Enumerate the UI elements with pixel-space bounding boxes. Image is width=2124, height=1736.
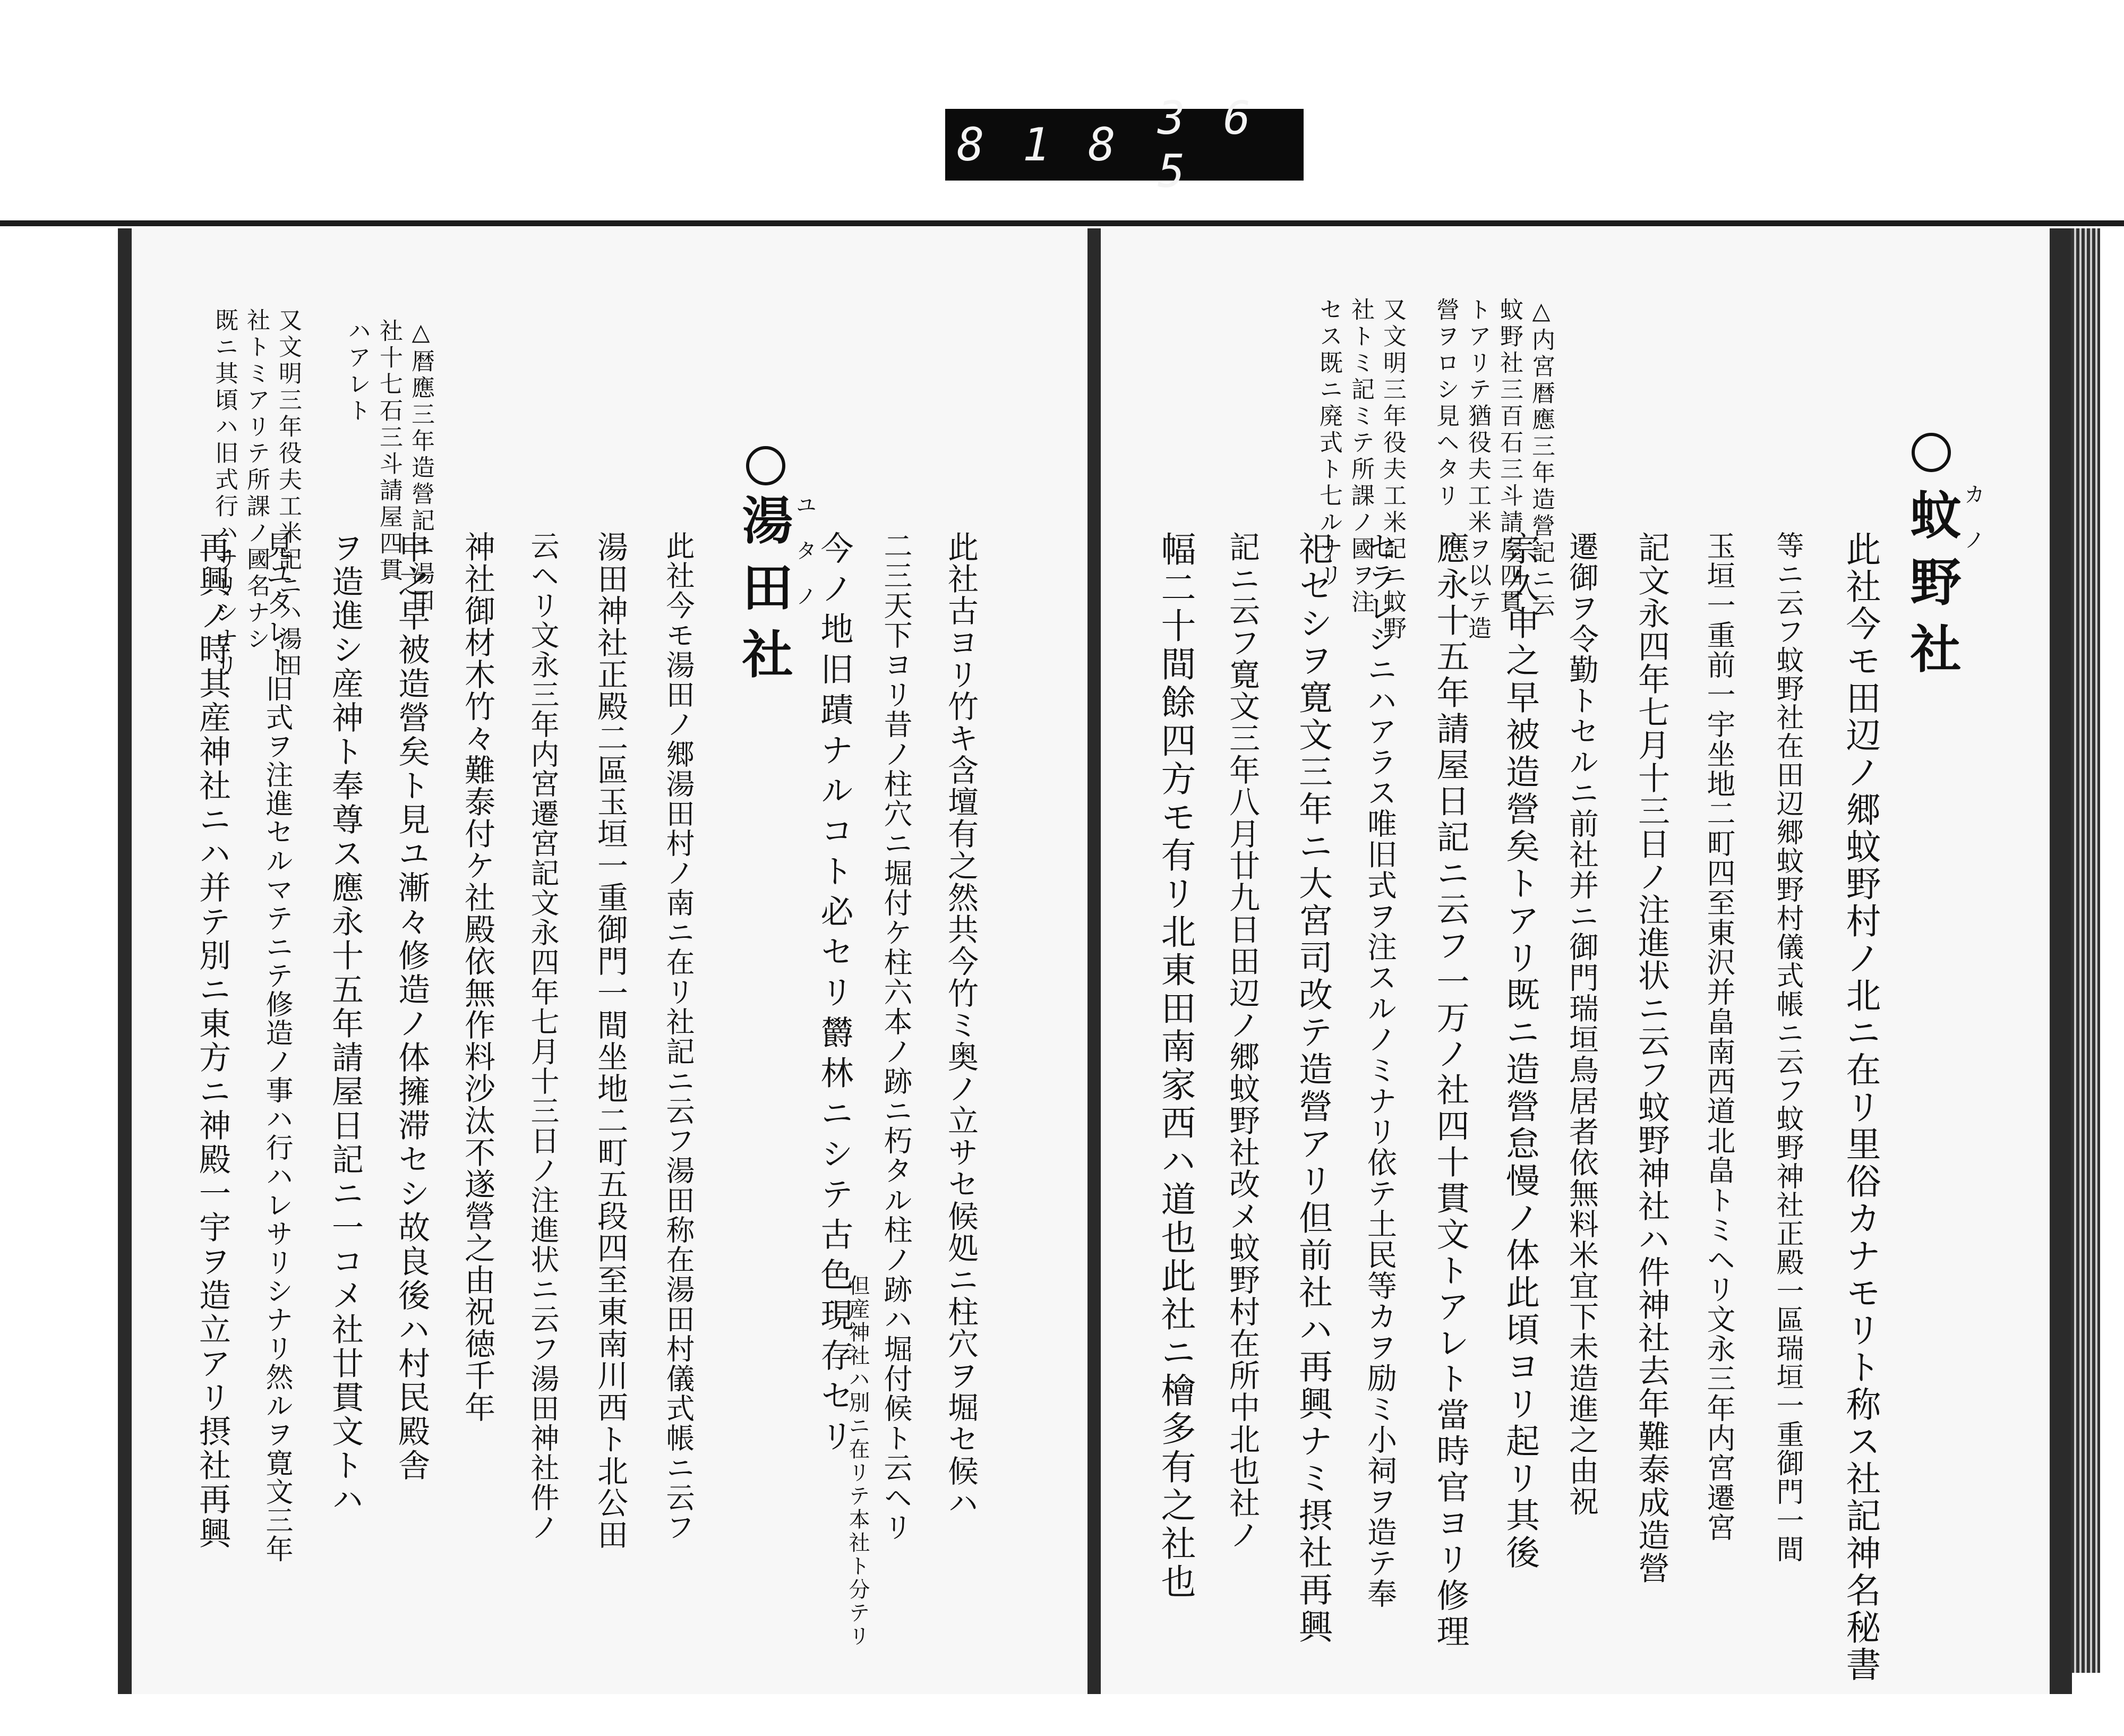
right-text-col-11: 幅二十間餘四方モ有リ北東田南家西ハ道也此社ニ檜多有之社也: [1155, 531, 1196, 1602]
right-text-col-3: 玉垣一重前一宇坐地二町四至東沢并畠南西道北畠トミヘリ文永三年内宮遷宮: [1702, 531, 1736, 1542]
heading-circle-mark: [746, 446, 785, 485]
right-text-col-8: セラレシニハアラス唯旧式ヲ注スルノミナリ依テ土民等カヲ励ミ小祠ヲ造テ奉: [1363, 531, 1397, 1609]
left-text-col-4: 此社今モ湯田ノ郷湯田村ノ南ニ在リ社記ニ云フ湯田称在湯田村儀式帳ニ云フ: [662, 531, 695, 1542]
left-text-col-11: 再興ノ時其産神社ニハ并テ別ニ東方ニ神殿一宇ヲ造立アリ摂社再興: [194, 531, 231, 1551]
left-side-note: 但産神社ハ別ニ在リテ本社ト分テリ: [845, 1275, 870, 1648]
frame-label-number: 3 6 5: [1158, 91, 1256, 198]
left-text-col-9: ヲ造進シ産神ト奉尊ス應永十五年請屋日記ニ一コメ社廿貫文トハ: [327, 531, 364, 1517]
page-edges: [2071, 228, 2100, 1673]
scan-top-border: [0, 220, 2124, 226]
right-heading-ruby: カ ノ: [1960, 483, 1985, 550]
left-text-col-3: 今ノ地旧蹟ナルコト必セリ欝林ニシテ古色現存セリ: [815, 531, 854, 1459]
left-note-6: 既ニ其頃ハ旧式行ハサリシナリ: [211, 308, 238, 680]
left-note-4: 又文明三年役夫工米記ニハ湯田: [275, 308, 302, 680]
frame-label-reel: 8 1 8: [957, 118, 1121, 172]
left-note-2: 社十七石三斗請屋四貫: [375, 319, 402, 584]
right-note-7: セス既ニ廃式ト七ルナリ: [1315, 297, 1342, 589]
left-text-col-8: 申之早被造營矣ト見ユ漸々修造ノ体擁滞セシ故良後ハ村民殿舎: [393, 531, 430, 1483]
left-text-col-6: 云ヘリ文永三年内宮遷宮記文永四年七月十三日ノ注進状ニ云フ湯田神社件ノ: [526, 531, 560, 1542]
film-frame-label: [945, 91, 1304, 198]
left-text-col-2: 二三天下ヨリ昔ノ柱穴ニ堀付ケ柱六本ノ跡ニ朽タル柱ノ跡ハ堀付候ト云ヘリ: [879, 531, 913, 1542]
right-note-6: 社トミ記ミテ所課ノ國ヲ注: [1347, 297, 1374, 616]
left-heading: 湯田社: [734, 494, 794, 695]
book-gutter: [1087, 228, 1101, 1694]
right-text-col-9: 祀セシヲ寛文三年ニ大宮司改テ造營アリ但前社ハ再興ナミ摂社再興: [1293, 531, 1332, 1646]
left-text-col-1: 此社古ヨリ竹キ含壇有之然共今竹ミ奥ノ立サセ候処ニ柱穴ヲ堀セ候ハ: [943, 531, 979, 1519]
right-text-col-2: 等ニ云フ蚊野社在田辺郷蚊野村儀式帳ニ云フ蚊野神社正殿一區瑞垣一重御門一間: [1771, 531, 1803, 1563]
right-text-col-4: 記文永四年七月十三日ノ注進状ニ云フ蚊野神社ハ件神社去年難泰成造營: [1633, 531, 1670, 1585]
right-heading: 蚊野社: [1902, 489, 1962, 689]
right-note-3: トアリテ猶役夫工米ヲ以テ造: [1464, 297, 1491, 643]
right-text-col-6: 宗久申之早被造營矣トアリ既ニ造營怠慢ノ体此頃ヨリ起リ其後: [1500, 531, 1539, 1572]
right-text-col-5: 遷御ヲ令勤トセルニ前社并ニ御門瑞垣鳥居者依無料米宜下未造進之由祝: [1564, 531, 1599, 1517]
left-text-col-7: 神社御材木竹々難泰付ケ社殿依無作料沙汰不遂營之由祝徳千年: [459, 531, 495, 1423]
right-text-col-10: 記ニ云フ寛文三年八月廿九日田辺ノ郷蚊野社改メ蚊野村在所中北也社ノ: [1224, 531, 1260, 1551]
right-note-5: 又文明三年役夫工米記ニ蚊野: [1379, 297, 1406, 643]
right-note-4: 營ヲロシ見ヘタリ: [1432, 297, 1459, 510]
left-heading-ruby: ユ タ ノ: [792, 494, 817, 606]
heading-circle-mark: [1912, 433, 1951, 472]
right-note-1: △内宮暦應三年造營記ニ云: [1528, 297, 1555, 620]
left-note-3: ハアレト: [344, 319, 371, 425]
right-text-col-1: 此社今モ田辺ノ郷蚊野村ノ北ニ在リ里俗カナモリト称ス社記神名秘書: [1840, 531, 1881, 1683]
right-note-2: 蚊野社三百石三斗請屋四貫: [1496, 297, 1523, 616]
right-text-col-7: 應永十五年請屋日記ニ云フ一万ノ社四十貫文トアレト當時官ヨリ修理: [1431, 531, 1470, 1651]
left-note-5: 社トミアリテ所課ノ國名ナシ: [243, 308, 270, 653]
left-note-1: △暦應三年造營記ニ湯田: [407, 319, 434, 614]
left-text-col-10: 見ユタレト旧式ヲ注進セルマテニテ修造ノ事ハ行ハレサリシナリ然ルヲ寛文三年: [261, 531, 293, 1563]
left-text-col-5: 湯田神社正殿二區玉垣一重御門一間坐地二町五段四至東南川西ト北公田: [592, 531, 628, 1551]
